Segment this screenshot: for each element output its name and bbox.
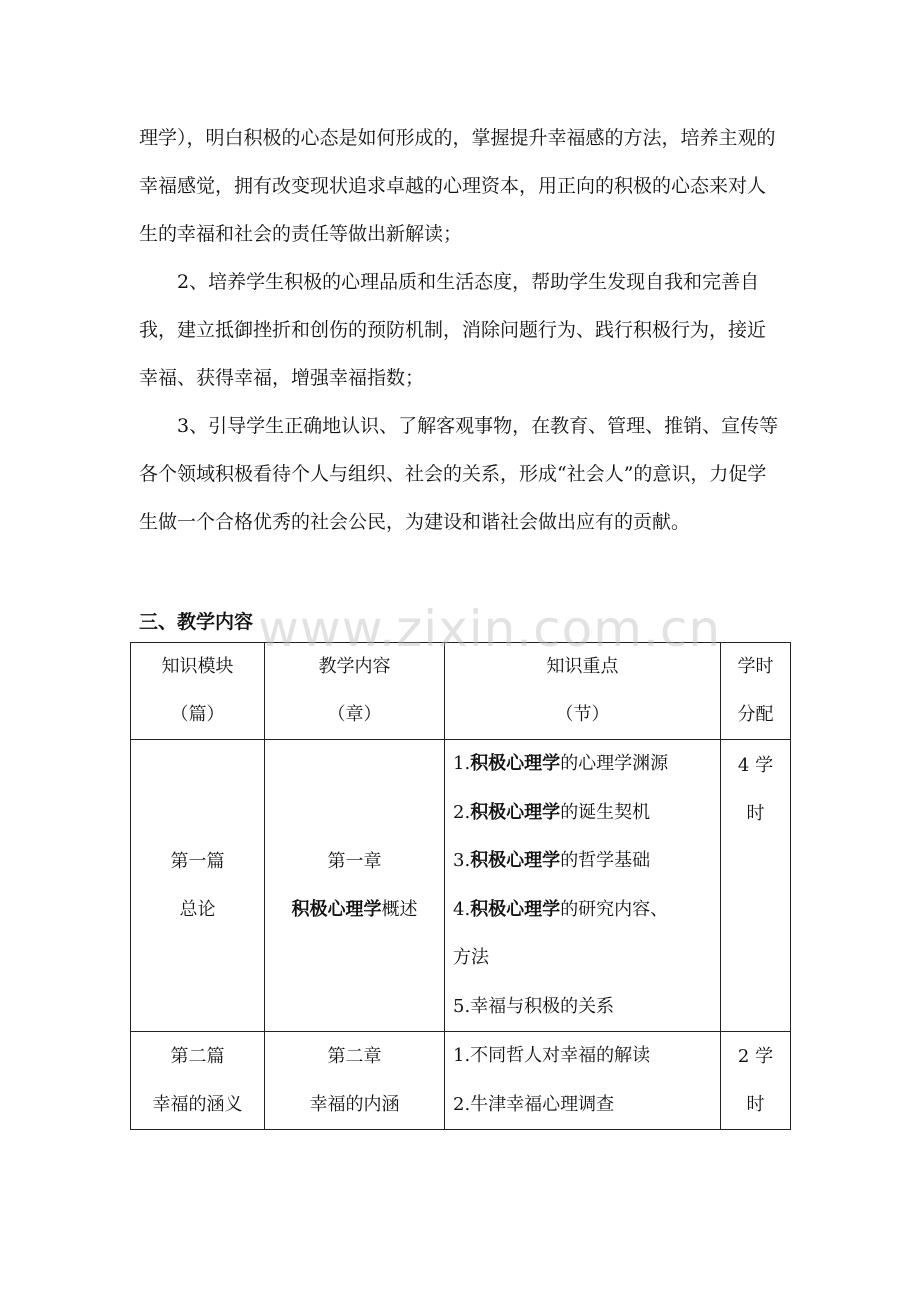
table-header-row [131,643,791,740]
row1-hours-value: 4 学 [737,755,774,776]
header-module [131,643,265,740]
row2-module [131,1032,265,1130]
table-row [131,740,791,1032]
row1-point: 5.幸福与积极的关系 [453,995,615,1017]
row1-hours [721,740,791,1032]
row1-content-bold: 积极心理学 [291,898,382,920]
row1-points [445,740,721,1032]
header-points-sub: （节） [555,704,610,725]
row2-module-sub: 幸福的涵义 [152,1093,243,1115]
header-content-title: 教学内容 [318,656,391,677]
row2-module-title: 第二篇 [170,1045,225,1067]
table-row [131,1032,791,1130]
row1-content-chapter: 第一章 [327,850,382,872]
curriculum-table [130,642,791,1130]
header-content [265,643,445,740]
header-content-sub: （章） [327,704,382,725]
section-heading-teaching-content: 三、教学内容 [139,611,254,633]
row1-content-title [265,886,444,934]
row1-point: 2.积极心理学的诞生契机 [453,801,651,823]
header-points-title: 知识重点 [546,656,619,677]
row1-content-rest: 概述 [381,898,418,920]
row2-hours-value: 2 学 [737,1045,774,1067]
paragraph-objective-3: 3、引导学生正确地认识、了解客观事物，在教育、管理、推销、宣传等各个领域积极看待个人与组织、社会的关系，形成“社会人”的意识，力促学生做一个合格优秀的社会公民，为建设和谐社会做出应有的贡献。 [139,415,779,533]
row1-point: 1.积极心理学的心理学渊源 [453,753,669,774]
header-hours-sub: 分配 [737,704,774,725]
paragraph-objective-1-continued: 理学），明白积极的心态是如何形成的，掌握提升幸福感的方法，培养主观的幸福感觉，拥有改变现状追求卓越的心理资本，用正向的积极的心态来对人生的幸福和社会的责任等做出新解读； [139,127,776,245]
row1-module [131,740,265,1032]
watermark-text: www.zixin.com.cn [258,600,722,658]
row2-point: 2.牛津幸福心理调查 [453,1093,615,1115]
row2-content-chapter: 第二章 [327,1045,382,1067]
row2-point: 1.不同哲人对幸福的解读 [453,1045,651,1066]
row1-point: 3.积极心理学的哲学基础 [453,850,651,871]
paragraph-objective-2: 2、培养学生积极的心理品质和生活态度，帮助学生发现自我和完善自我，建立抵御挫折和创伤的预防机制，消除问题行为、践行积极行为，接近幸福、获得幸福，增强幸福指数； [139,271,767,389]
row1-hours-unit: 时 [746,803,765,824]
row1-module-sub: 总论 [179,898,216,920]
row2-points [445,1032,721,1130]
header-module-sub: （篇） [170,704,225,725]
row2-hours-unit: 时 [746,1093,765,1115]
row2-content-title: 幸福的内涵 [309,1093,400,1115]
header-hours-title: 学时 [737,656,774,677]
row1-module-title: 第一篇 [170,850,225,872]
row1-content [265,740,445,1032]
header-hours [721,643,791,740]
row1-point-continued: 方法 [453,947,489,968]
header-points [445,643,721,740]
row2-content [265,1032,445,1130]
row1-point: 4.积极心理学的研究内容、 [453,898,669,920]
header-module-title: 知识模块 [161,656,234,677]
row2-hours [721,1032,791,1130]
